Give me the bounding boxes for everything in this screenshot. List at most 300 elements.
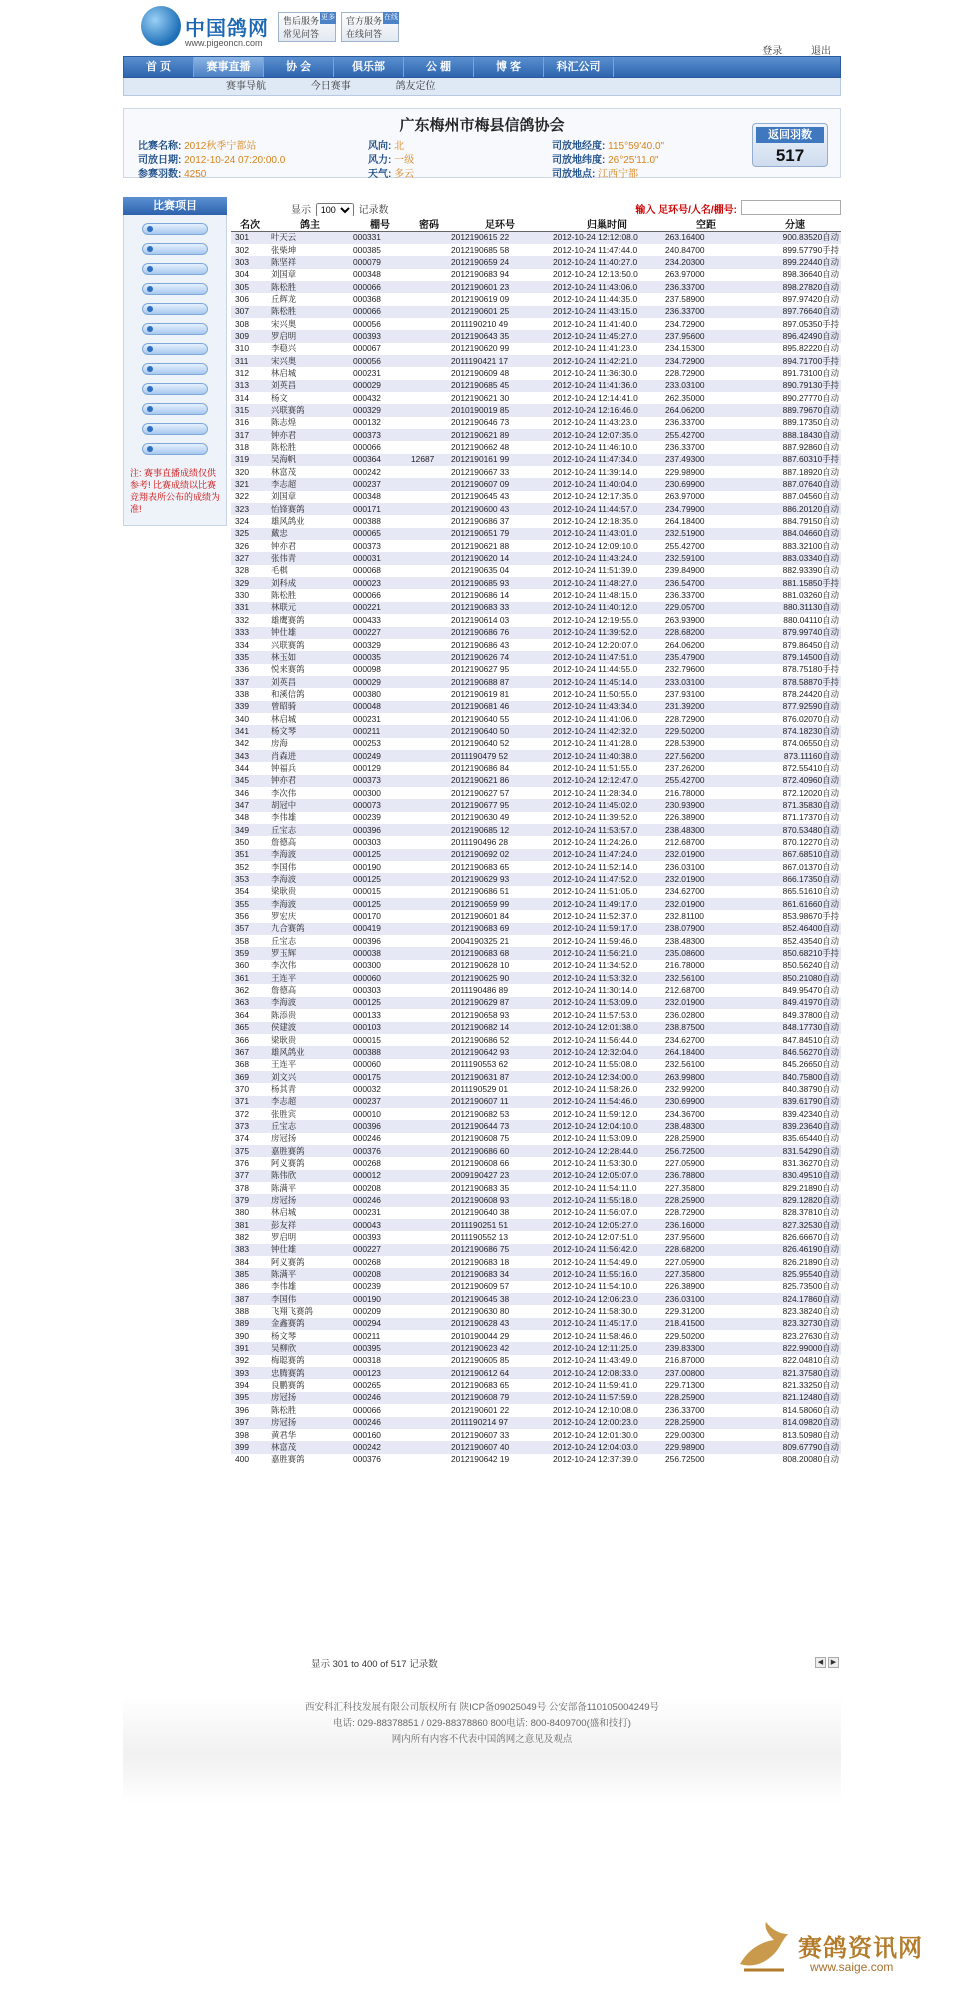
footer-disclaimer: 网内所有内容不代表中国鸽网之意见及观点: [391, 1734, 573, 1745]
cell-owner: 杨文琴: [269, 1330, 351, 1342]
cell-speed: 884.79150自动: [749, 515, 841, 527]
table-row[interactable]: [231, 528, 841, 540]
cell-distance: 239.84900: [663, 565, 749, 577]
cell-loft: 000373: [351, 775, 409, 787]
cell-ring: 2012190607 33: [449, 1429, 551, 1441]
cell-rank: 344: [231, 762, 269, 774]
cell-time: 2012-10-24 11:54:49.0: [551, 1256, 663, 1268]
table-row[interactable]: [231, 886, 841, 898]
cell-distance: 233.03100: [663, 380, 749, 392]
table-row[interactable]: [231, 318, 841, 330]
race-count: [138, 165, 206, 180]
cell-speed: 809.67790自动: [749, 1441, 841, 1453]
cell-owner: 林启城: [269, 367, 351, 379]
cell-ring: 2012190646 73: [449, 417, 551, 429]
table-row[interactable]: [231, 1379, 841, 1391]
table-row[interactable]: [231, 676, 841, 688]
cell-rank: 381: [231, 1219, 269, 1231]
cell-distance: 236.02800: [663, 1009, 749, 1021]
cell-time: 2012-10-24 11:47:34.0: [551, 454, 663, 466]
cell-speed: 849.95470自动: [749, 984, 841, 996]
cell-rank: 315: [231, 404, 269, 416]
cell-rank: 329: [231, 577, 269, 589]
cell-time: 2012-10-24 11:41:28.0: [551, 738, 663, 750]
race-item-button[interactable]: [142, 303, 208, 315]
table-row[interactable]: [231, 787, 841, 799]
cell-rank: 314: [231, 392, 269, 404]
table-row[interactable]: [231, 984, 841, 996]
cell-distance: 237.26200: [663, 762, 749, 774]
cell-ring: 2012190623 42: [449, 1342, 551, 1354]
cell-time: 2012-10-24 11:55:08.0: [551, 1059, 663, 1071]
cell-speed: 814.09820自动: [749, 1417, 841, 1429]
table-row[interactable]: [231, 701, 841, 713]
cell-speed: 897.05350手持: [749, 318, 841, 330]
col-speed[interactable]: 分速: [749, 216, 841, 232]
cell-owner: 李国伟: [269, 1293, 351, 1305]
cell-speed: 850.68210手持: [749, 947, 841, 959]
cell-time: 2012-10-24 12:00:23.0: [551, 1417, 663, 1429]
table-row[interactable]: [231, 713, 841, 725]
table-row[interactable]: [231, 935, 841, 947]
cell-ring: 2012190659 24: [449, 256, 551, 268]
table-row[interactable]: [231, 738, 841, 750]
table-row[interactable]: [231, 861, 841, 873]
table-row[interactable]: [231, 1022, 841, 1034]
table-row[interactable]: [231, 1096, 841, 1108]
cell-distance: 230.93900: [663, 799, 749, 811]
cell-distance: 232.01900: [663, 849, 749, 861]
cell-ring: 2012190625 90: [449, 972, 551, 984]
cell-time: 2012-10-24 11:55:18.0: [551, 1194, 663, 1206]
table-row[interactable]: [231, 540, 841, 552]
table-row[interactable]: [231, 343, 841, 355]
table-row[interactable]: [231, 1059, 841, 1071]
cell-distance: 256.72500: [663, 1454, 749, 1466]
cell-distance: 235.47900: [663, 651, 749, 663]
table-row[interactable]: [231, 1182, 841, 1194]
table-row[interactable]: [231, 725, 841, 737]
cell-distance: 230.69900: [663, 1096, 749, 1108]
table-row[interactable]: [231, 1268, 841, 1280]
cell-time: 2012-10-24 12:17:35.0: [551, 491, 663, 503]
table-row[interactable]: [231, 1417, 841, 1429]
table-row[interactable]: [231, 503, 841, 515]
table-row[interactable]: [231, 1342, 841, 1354]
table-row[interactable]: [231, 306, 841, 318]
cell-ring: 2012190640 52: [449, 738, 551, 750]
nav-home[interactable]: 首 页: [124, 57, 194, 77]
race-item-button[interactable]: [142, 283, 208, 295]
col-rank[interactable]: 名次: [231, 216, 269, 232]
table-row[interactable]: [231, 417, 841, 429]
pager-arrows: [813, 1656, 839, 1668]
table-row[interactable]: [231, 404, 841, 416]
table-row[interactable]: [231, 269, 841, 281]
table-row[interactable]: [231, 1441, 841, 1453]
cell-time: 2012-10-24 11:44:35.0: [551, 293, 663, 305]
cell-speed: 823.27630自动: [749, 1330, 841, 1342]
table-row[interactable]: [231, 552, 841, 564]
cell-owner: 金鑫赛鸽: [269, 1318, 351, 1330]
cell-code: [409, 281, 449, 293]
race-item-button[interactable]: [142, 343, 208, 355]
cell-rank: 394: [231, 1379, 269, 1391]
table-row[interactable]: [231, 1231, 841, 1243]
table-row[interactable]: [231, 1207, 841, 1219]
cell-owner: 李志超: [269, 1096, 351, 1108]
table-row[interactable]: [231, 441, 841, 453]
table-row[interactable]: [231, 836, 841, 848]
logo-name: 中国鸽网: [185, 18, 269, 40]
cell-code: [409, 429, 449, 441]
table-row[interactable]: [231, 565, 841, 577]
cell-owner: 刘英昌: [269, 380, 351, 392]
search-label: 输入 足环号/人名/棚号:: [635, 205, 737, 216]
table-row[interactable]: [231, 281, 841, 293]
cell-rank: 340: [231, 713, 269, 725]
after-sales-tag: 更多: [320, 12, 336, 24]
cell-ring: 2011190251 51: [449, 1219, 551, 1231]
table-row[interactable]: [231, 651, 841, 663]
cell-speed: 840.38790自动: [749, 1083, 841, 1095]
table-row[interactable]: [231, 232, 841, 244]
table-row[interactable]: [231, 898, 841, 910]
cell-loft: 000060: [351, 972, 409, 984]
table-row[interactable]: [231, 614, 841, 626]
table-row[interactable]: [231, 1256, 841, 1268]
cell-loft: 000300: [351, 787, 409, 799]
next-page-icon[interactable]: ▶: [828, 1657, 839, 1668]
table-row[interactable]: [231, 1404, 841, 1416]
race-item-button[interactable]: [142, 223, 208, 235]
table-row[interactable]: [231, 454, 841, 466]
cell-rank: 392: [231, 1355, 269, 1367]
page-size-select[interactable]: [316, 203, 354, 217]
table-row[interactable]: [231, 849, 841, 861]
table-row[interactable]: [231, 812, 841, 824]
table-row[interactable]: [231, 639, 841, 651]
table-row[interactable]: [231, 1219, 841, 1231]
col-distance[interactable]: 空距: [663, 216, 749, 232]
nav-company[interactable]: 科汇公司: [544, 57, 614, 77]
cell-rank: 376: [231, 1157, 269, 1169]
cell-speed: 830.49510自动: [749, 1170, 841, 1182]
site-logo[interactable]: [141, 6, 291, 52]
cell-loft: 000393: [351, 1231, 409, 1243]
table-row[interactable]: [231, 1133, 841, 1145]
table-row[interactable]: [231, 1429, 841, 1441]
cell-ring: 2012190601 23: [449, 281, 551, 293]
table-row[interactable]: [231, 1392, 841, 1404]
cell-speed: 894.71700手持: [749, 355, 841, 367]
table-row[interactable]: [231, 1194, 841, 1206]
table-row[interactable]: [231, 947, 841, 959]
cell-distance: 238.48300: [663, 824, 749, 836]
login-link[interactable]: 登录: [762, 46, 783, 57]
table-row[interactable]: [231, 1330, 841, 1342]
cell-time: 2012-10-24 11:40:27.0: [551, 256, 663, 268]
table-row[interactable]: [231, 1355, 841, 1367]
cell-speed: 872.55410自动: [749, 762, 841, 774]
table-row[interactable]: [231, 1244, 841, 1256]
cell-loft: 000171: [351, 503, 409, 515]
cell-code: [409, 1108, 449, 1120]
cell-owner: 刘文兴: [269, 1071, 351, 1083]
table-row[interactable]: [231, 1034, 841, 1046]
cell-speed: 871.35830自动: [749, 799, 841, 811]
table-row[interactable]: [231, 330, 841, 342]
table-row[interactable]: [231, 602, 841, 614]
cell-speed: 876.02070自动: [749, 713, 841, 725]
cell-distance: 236.16000: [663, 1219, 749, 1231]
cell-distance: 232.01900: [663, 898, 749, 910]
cell-owner: 林启城: [269, 713, 351, 725]
cell-owner: 王连平: [269, 1059, 351, 1071]
table-row[interactable]: [231, 577, 841, 589]
race-longitude: [552, 137, 664, 152]
cell-distance: 236.33700: [663, 1404, 749, 1416]
table-row[interactable]: [231, 1071, 841, 1083]
cell-rank: 363: [231, 997, 269, 1009]
race-item-button[interactable]: [142, 363, 208, 375]
cell-ring: 2012190607 09: [449, 478, 551, 490]
table-row[interactable]: [231, 1281, 841, 1293]
table-row[interactable]: [231, 491, 841, 503]
cell-loft: 000388: [351, 1046, 409, 1058]
table-row[interactable]: [231, 972, 841, 984]
cell-speed: 889.17350自动: [749, 417, 841, 429]
search-input[interactable]: [741, 200, 841, 215]
cell-distance: 226.38900: [663, 1281, 749, 1293]
cell-owner: 刘国章: [269, 269, 351, 281]
cell-code: [409, 873, 449, 885]
table-row[interactable]: [231, 1454, 841, 1466]
cell-loft: 000329: [351, 404, 409, 416]
table-row[interactable]: [231, 923, 841, 935]
table-row[interactable]: [231, 355, 841, 367]
race-longitude-label: 司放地经度:: [552, 141, 606, 152]
cell-speed: 880.04110自动: [749, 614, 841, 626]
nav-loft[interactable]: 公 棚: [404, 57, 474, 77]
cell-distance: 234.20300: [663, 256, 749, 268]
table-row[interactable]: [231, 997, 841, 1009]
table-row[interactable]: [231, 1305, 841, 1317]
col-time[interactable]: 归巢时间: [551, 216, 663, 232]
cell-time: 2012-10-24 11:48:15.0: [551, 589, 663, 601]
cell-loft: 000246: [351, 1194, 409, 1206]
cell-rank: 330: [231, 589, 269, 601]
official-service-line2: 在线问答: [346, 29, 383, 39]
table-row[interactable]: [231, 775, 841, 787]
table-row[interactable]: [231, 1170, 841, 1182]
subnav-guide[interactable]: 赛事导航: [226, 81, 266, 92]
cell-rank: 379: [231, 1194, 269, 1206]
table-row[interactable]: [231, 1145, 841, 1157]
subnav-locate[interactable]: 鸽友定位: [395, 81, 436, 92]
table-row[interactable]: [231, 515, 841, 527]
table-row[interactable]: [231, 799, 841, 811]
table-row[interactable]: [231, 688, 841, 700]
cell-ring: 2012190621 88: [449, 540, 551, 552]
race-item-button[interactable]: [142, 263, 208, 275]
race-item-button[interactable]: [142, 323, 208, 335]
table-row[interactable]: [231, 910, 841, 922]
cell-ring: 2012190685 45: [449, 380, 551, 392]
cell-owner: 雄鹰赛鸽: [269, 614, 351, 626]
cell-time: 2012-10-24 11:40:04.0: [551, 478, 663, 490]
cell-code: [409, 1231, 449, 1243]
cell-loft: 000066: [351, 281, 409, 293]
table-row[interactable]: [231, 627, 841, 639]
table-row[interactable]: [231, 1083, 841, 1095]
cell-code: [409, 256, 449, 268]
table-row[interactable]: [231, 1157, 841, 1169]
cell-distance: 228.25900: [663, 1133, 749, 1145]
cell-rank: 323: [231, 503, 269, 515]
cell-code: [409, 515, 449, 527]
cell-loft: 000239: [351, 1281, 409, 1293]
col-loft[interactable]: 棚号: [351, 216, 409, 232]
cell-ring: 2012190601 25: [449, 306, 551, 318]
cell-ring: 2012190683 69: [449, 923, 551, 935]
cell-rank: 385: [231, 1268, 269, 1280]
subnav-today[interactable]: 今日赛事: [310, 81, 351, 92]
table-row[interactable]: [231, 664, 841, 676]
official-service-button[interactable]: [341, 12, 399, 42]
cell-ring: 2012190683 68: [449, 947, 551, 959]
table-row[interactable]: [231, 1318, 841, 1330]
cell-rank: 359: [231, 947, 269, 959]
nav-association[interactable]: 协 会: [264, 57, 334, 77]
table-row[interactable]: [231, 478, 841, 490]
cell-loft: 000125: [351, 997, 409, 1009]
cell-rank: 370: [231, 1083, 269, 1095]
cell-distance: 236.33700: [663, 281, 749, 293]
prev-page-icon[interactable]: ◀: [815, 1657, 826, 1668]
table-row[interactable]: [231, 392, 841, 404]
cell-rank: 386: [231, 1281, 269, 1293]
cell-owner: 李次伟: [269, 787, 351, 799]
cell-time: 2012-10-24 11:42:32.0: [551, 725, 663, 737]
cell-ring: 2011190214 97: [449, 1417, 551, 1429]
cell-ring: 2011190486 89: [449, 984, 551, 996]
logout-link[interactable]: 退出: [811, 46, 831, 57]
cell-ring: 2012190667 33: [449, 466, 551, 478]
table-row[interactable]: [231, 429, 841, 441]
nav-blog[interactable]: 博 客: [474, 57, 544, 77]
cell-time: 2012-10-24 11:58:30.0: [551, 1305, 663, 1317]
table-row[interactable]: [231, 824, 841, 836]
race-item-button[interactable]: [142, 443, 208, 455]
race-item-button[interactable]: [142, 403, 208, 415]
cell-time: 2012-10-24 12:20:07.0: [551, 639, 663, 651]
nav-club[interactable]: 俱乐部: [334, 57, 404, 77]
table-row[interactable]: [231, 1293, 841, 1305]
cell-ring: 2011190496 28: [449, 836, 551, 848]
cell-speed: 825.95540自动: [749, 1268, 841, 1280]
col-owner[interactable]: 鸽主: [269, 216, 351, 232]
cell-rank: 371: [231, 1096, 269, 1108]
cell-code: [409, 688, 449, 700]
cell-rank: 309: [231, 330, 269, 342]
cell-rank: 303: [231, 256, 269, 268]
table-row[interactable]: [231, 1009, 841, 1021]
race-item-button[interactable]: [142, 423, 208, 435]
table-row[interactable]: [231, 762, 841, 774]
cell-speed: 867.01370自动: [749, 861, 841, 873]
cell-code: [409, 701, 449, 713]
table-row[interactable]: [231, 1120, 841, 1132]
pigeon-dot-icon: [147, 366, 153, 372]
race-item-button[interactable]: [142, 243, 208, 255]
cell-loft: 000015: [351, 1034, 409, 1046]
cell-rank: 328: [231, 565, 269, 577]
cell-rank: 398: [231, 1429, 269, 1441]
pigeon-dot-icon: [147, 286, 153, 292]
cell-rank: 388: [231, 1305, 269, 1317]
table-row[interactable]: [231, 589, 841, 601]
cell-loft: 000433: [351, 614, 409, 626]
cell-code: [409, 1318, 449, 1330]
cell-owner: 和溪信鸽: [269, 688, 351, 700]
table-row[interactable]: [231, 367, 841, 379]
table-row[interactable]: [231, 873, 841, 885]
nav-live[interactable]: 赛事直播: [194, 57, 264, 77]
table-row[interactable]: [231, 380, 841, 392]
table-row[interactable]: [231, 244, 841, 256]
cell-time: 2012-10-24 11:34:52.0: [551, 960, 663, 972]
cell-owner: 房冠扬: [269, 1133, 351, 1145]
cell-owner: 兴联赛鸽: [269, 404, 351, 416]
cell-time: 2012-10-24 11:53:09.0: [551, 997, 663, 1009]
cell-owner: 罗启明: [269, 1231, 351, 1243]
cell-speed: 890.27770自动: [749, 392, 841, 404]
table-row[interactable]: [231, 1108, 841, 1120]
cell-code: [409, 441, 449, 453]
cell-code: [409, 713, 449, 725]
table-row[interactable]: [231, 750, 841, 762]
cell-owner: 彭友祥: [269, 1219, 351, 1231]
race-item-button[interactable]: [142, 383, 208, 395]
cell-time: 2012-10-24 11:51:39.0: [551, 565, 663, 577]
table-row[interactable]: [231, 960, 841, 972]
pigeon-dot-icon: [147, 326, 153, 332]
table-row[interactable]: [231, 1046, 841, 1058]
cell-ring: 2012190685 12: [449, 824, 551, 836]
cell-loft: 000396: [351, 1120, 409, 1132]
col-code[interactable]: 密码: [409, 216, 449, 232]
after-sales-button[interactable]: [278, 12, 336, 42]
cell-code: [409, 627, 449, 639]
cell-rank: 367: [231, 1046, 269, 1058]
cell-code: [409, 1059, 449, 1071]
cell-loft: 000380: [351, 688, 409, 700]
cell-owner: 张胜宾: [269, 1108, 351, 1120]
cell-loft: 000098: [351, 664, 409, 676]
cell-time: 2012-10-24 12:06:23.0: [551, 1293, 663, 1305]
cell-time: 2012-10-24 12:09:10.0: [551, 540, 663, 552]
table-row[interactable]: [231, 466, 841, 478]
table-row[interactable]: [231, 1367, 841, 1379]
cell-loft: 000373: [351, 429, 409, 441]
cell-speed: 887.04560自动: [749, 491, 841, 503]
table-row[interactable]: [231, 256, 841, 268]
cell-loft: 000175: [351, 1071, 409, 1083]
pager: [231, 1655, 841, 1669]
col-ring[interactable]: 足环号: [449, 216, 551, 232]
table-row[interactable]: [231, 293, 841, 305]
